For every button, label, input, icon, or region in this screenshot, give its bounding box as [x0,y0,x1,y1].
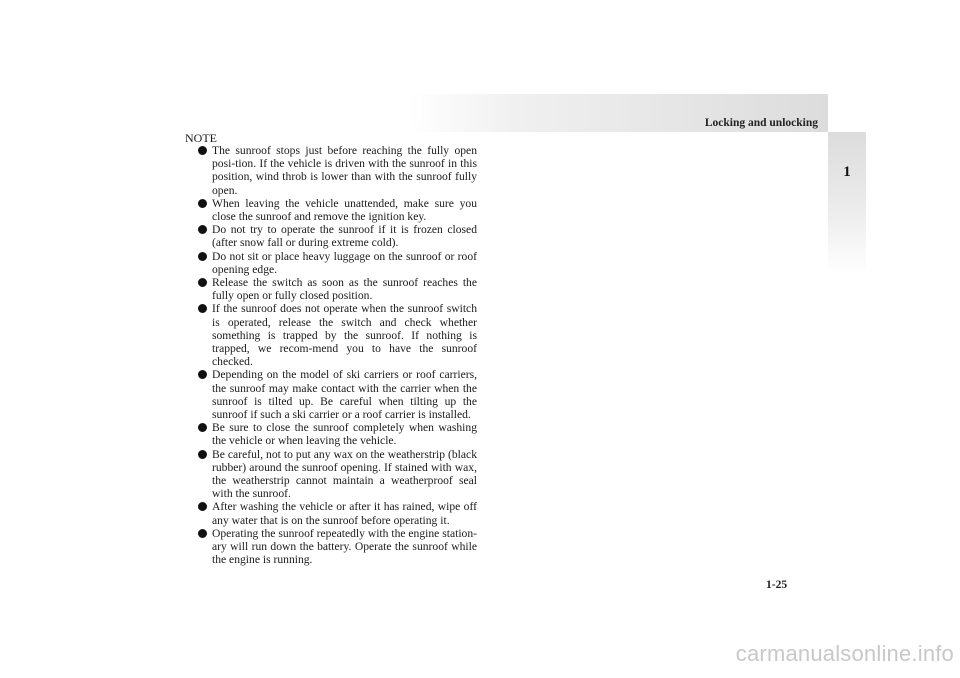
note-text: Depending on the model of ski carriers or roof carriers, the sunroof may make contact with the carrier when the sunroof is tilted up. Be careful when tilting up the sunroof if such a ski carrier or a roof carrier is installed. [212,368,477,422]
watermark: carmanualsonline.info [735,641,954,666]
bullet-icon [198,423,207,432]
note-text: If the sunroof does not operate when the sunroof switch is operated, release the switch and check whether something is trapped by the sunroof. If nothing is trapped, we recom-mend you to have the sunroof checked. [212,302,477,369]
note-text: After washing the vehicle or after it has rained, wipe off any water that is on the sunroof before operating it. [212,500,477,527]
bullet-icon [198,146,207,155]
bullet-icon [198,304,207,313]
note-item [197,421,477,447]
bullet-icon [198,252,207,261]
section-title: Locking and unlocking [704,117,818,129]
bullet-icon [198,199,207,208]
note-item [197,250,477,276]
note-text: Be careful, not to put any wax on the weatherstrip (black rubber) around the sunroof opening. If stained with wax, the weatherstrip cannot maintain a weatherproof seal with the sunroof. [212,447,477,501]
note-list [197,144,477,567]
note-item [197,527,477,567]
note-text: Release the switch as soon as the sunroof reaches the fully open or fully closed position. [212,276,477,303]
note-item [197,276,477,302]
note-item [197,368,477,421]
bullet-icon [198,225,207,234]
chapter-tab [828,132,866,274]
bullet-icon [198,278,207,287]
note-item [197,302,477,368]
note-item [197,144,477,197]
chapter-number: 1 [843,164,851,180]
note-text: The sunroof stops just before reaching the fully open posi-tion. If the vehicle is driven with the sunroof in this position, wind throb is lower than with the sunroof fully open. [212,144,477,197]
note-item [197,448,477,501]
note-text: Operating the sunroof repeatedly with the engine station-ary will run down the battery. Operate the sunroof while the engine is running. [212,526,477,567]
page-number: 1-25 [766,579,788,591]
note-text: Be sure to close the sunroof completely when washing the vehicle or when leaving the vehicle. [212,421,477,448]
note-item [197,223,477,249]
note-item [197,197,477,223]
note-label: NOTE [185,131,217,145]
bullet-icon [198,450,207,459]
note-text: Do not try to operate the sunroof if it is frozen closed (after snow fall or during extreme cold). [212,223,477,250]
note-text: When leaving the vehicle unattended, make sure you close the sunroof and remove the ignition key. [212,196,477,224]
note-item [197,500,477,526]
bullet-icon [198,529,207,538]
bullet-icon [198,502,207,511]
bullet-icon [198,370,207,379]
note-text: Do not sit or place heavy luggage on the sunroof or roof opening edge. [212,249,477,276]
